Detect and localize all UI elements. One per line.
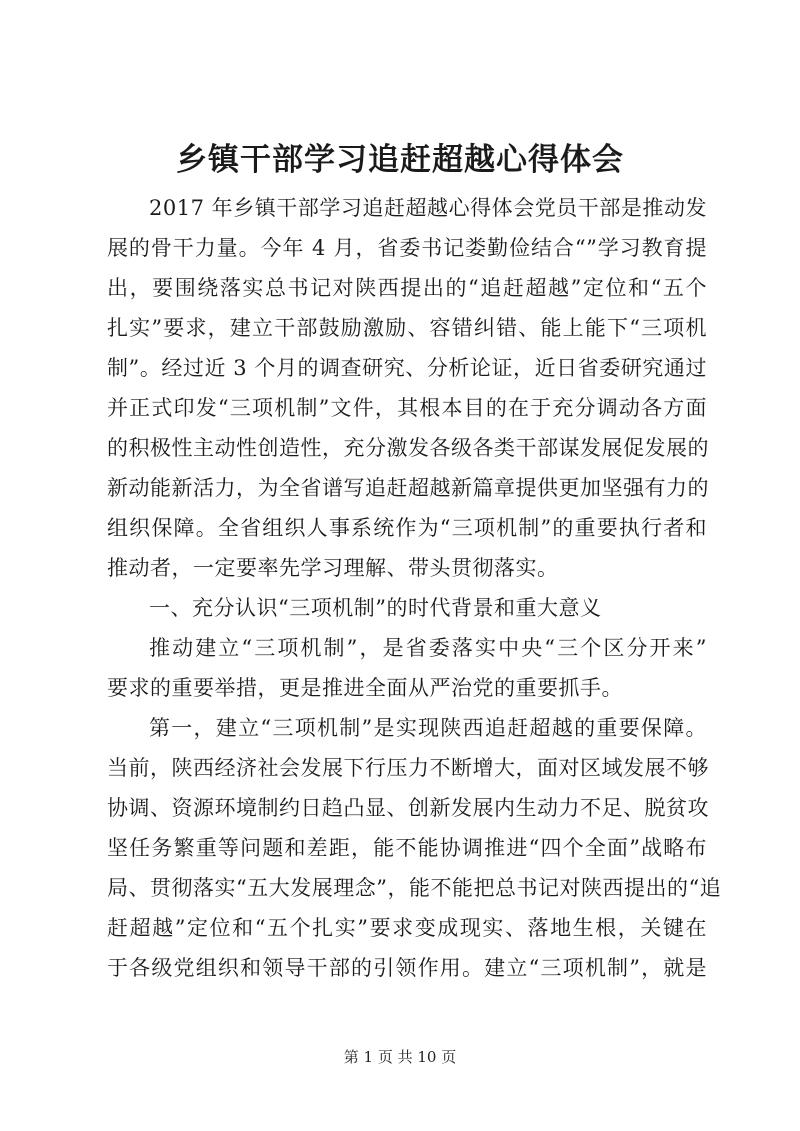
text-line: 坚任务繁重等问题和差距，能不能协调推进“四个全面”战略布 (107, 836, 707, 860)
text-line: 的积极性主动性创造性，充分激发各级各类干部谋发展促发展的 (107, 436, 709, 460)
document-body (107, 188, 722, 988)
text-line: 赶超越”定位和“五个扎实”要求变成现实、落地生根，关键在 (107, 916, 707, 940)
text-line: 第一，建立“三项机制”是实现陕西追赶超越的重要保障。 (149, 716, 707, 740)
text-line: 扎实”要求，建立干部鼓励激励、容错纠错、能上能下“三项机 (107, 316, 707, 340)
text-line: 新动能新活力，为全省谱写追赶超越新篇章提供更加坚强有力的 (107, 476, 709, 500)
text-line: 要求的重要举措，更是推进全面从严治党的重要抓手。 (107, 676, 623, 700)
text-line: 组织保障。全省组织人事系统作为“三项机制”的重要执行者和 (107, 516, 707, 540)
section-heading: 一、充分认识“三项机制”的时代背景和重大意义 (149, 596, 602, 620)
text-line: 并正式印发“三项机制”文件，其根本目的在于充分调动各方面 (107, 396, 707, 420)
document-title: 乡镇干部学习追赶超越心得体会 (176, 142, 624, 178)
text-line: 制”。经过近 3 个月的调查研究、分析论证，近日省委研究通过 (107, 356, 707, 380)
text-line: 于各级党组织和领导干部的引领作用。建立“三项机制”，就是 (107, 956, 707, 980)
text-line: 推动者，一定要率先学习理解、带头贯彻落实。 (107, 556, 559, 580)
text-line: 局、贯彻落实“五大发展理念”，能不能把总书记对陕西提出的“追 (107, 876, 722, 900)
text-line: 出，要围绕落实总书记对陕西提出的“追赶超越”定位和“五个 (107, 276, 707, 300)
page-number-footer: 第 1 页 共 10 页 (343, 1048, 457, 1066)
text-line: 展的骨干力量。今年 4 月，省委书记娄勤俭结合“”学习教育提 (107, 236, 707, 260)
text-line: 协调、资源环境制约日趋凸显、创新发展内生动力不足、脱贫攻 (107, 796, 709, 820)
text-line: 当前，陕西经济社会发展下行压力不断增大，面对区域发展不够 (107, 756, 709, 780)
text-line: 2017 年乡镇干部学习追赶超越心得体会党员干部是推动发 (149, 196, 707, 220)
text-line: 推动建立“三项机制”，是省委落实中央“三个区分开来” (149, 636, 707, 660)
